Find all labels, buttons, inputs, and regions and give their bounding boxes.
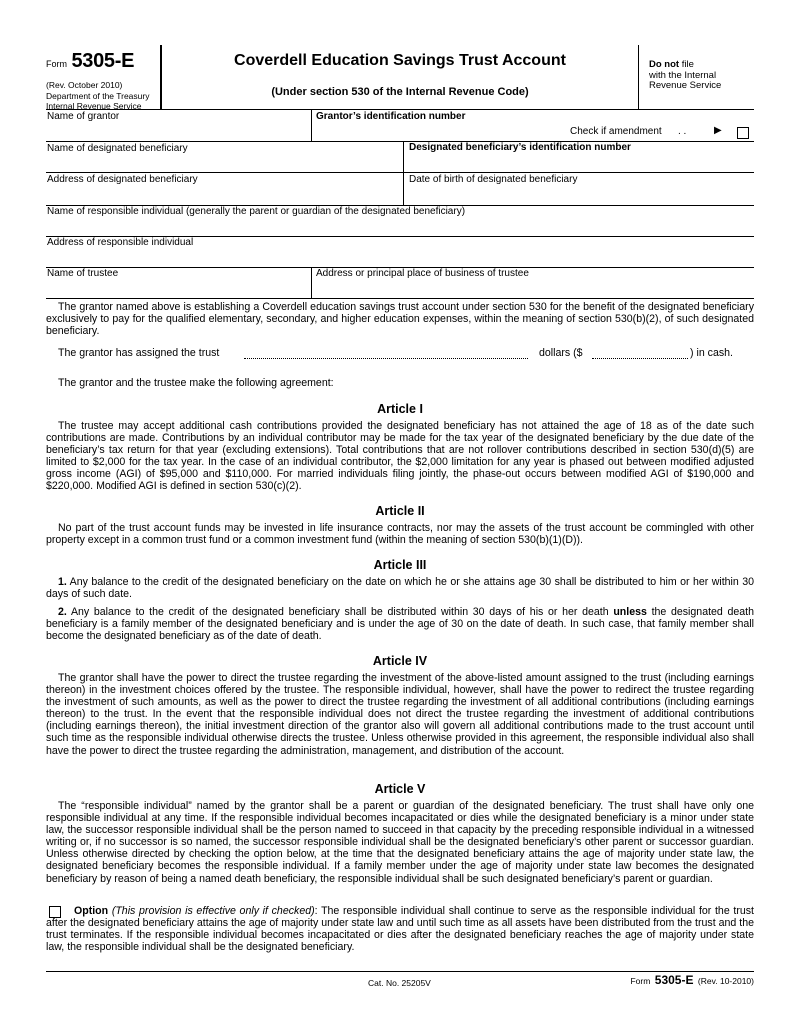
grantor-field-divider — [311, 109, 312, 141]
assigned-amount-dollars-field[interactable] — [592, 358, 688, 359]
option-text: : The responsible individual shall continue to serve as the responsible individual for the trust after the designated beneficiary attains the age of majority under state law and until such time as all assets have been distributed from the trust and the trust terminates. If the responsible individual becomes incapacitated or dies after the designated beneficiary reaches the age of majority under state law, the responsible individual shall be the designated beneficiary. — [46, 905, 754, 954]
beneficiary-name-label: Name of designated beneficiary — [47, 143, 188, 154]
assigned-trust-label: The grantor has assigned the trust — [58, 347, 220, 359]
do-not-rest: file — [679, 59, 694, 70]
article-3-paragraph-1 — [46, 576, 754, 600]
fields-bottom-rule — [46, 298, 754, 299]
responsible-name-label: Name of responsible individual (generally the parent or guardian of the designated beneficiary) — [47, 206, 466, 217]
catalog-number: Cat. No. 25205V — [368, 978, 431, 988]
article-4-title: Article IV — [372, 654, 428, 668]
beneficiary-id-label: Designated beneficiary’s identification number — [409, 142, 631, 153]
article-3-p1-text: Any balance to the credit of the designated beneficiary on the date on which he or she attains age 30 shall be distributed to him or her within 30 days of such date. — [46, 576, 754, 601]
amendment-checkbox[interactable] — [737, 127, 749, 139]
do-not-bold: Do not — [649, 59, 680, 70]
dollars-label: dollars ($ — [539, 347, 583, 359]
article-1-title: Article I — [377, 402, 423, 416]
grantor-name-label: Name of grantor — [47, 111, 120, 122]
option-condition: (This provision is effective only if checked) — [111, 905, 315, 917]
form-id-block — [46, 48, 161, 111]
article-3-p2-text-b: the designated death beneficiary is a family member of the designated beneficiary and is under the age of 30 on the date of death. In such case, that family member shall become the designated beneficiary as of the date of death. — [46, 606, 755, 643]
header-divider-right — [638, 45, 639, 109]
agency: Internal Revenue Service — [46, 101, 142, 111]
article-4-text: The grantor shall have the power to direct the trustee regarding the investment of the above-listed amount assigned to the trust (including earnings thereon) in the investment choices offered by the trustee. The responsible individual, however, shall have the power to redirect the trustee regarding the investment of such amounts, as well as the power to direct the trustee regarding the investment of all additional contributions (including earnings thereon) to the trust. In the event that the responsible individual does not direct the trustee regarding the investment of additional contributions (including earnings thereon), the initial investment direction of the grantor also will govern all additional contributions made to the trust account until such time as the responsible individual otherwise directs the trustee. Unless otherwise provided in this agreement, the responsible individual also shall have the power to direct the trustee regarding the administration, management, and distribution of the account. — [46, 672, 754, 757]
article-2-text: No part of the trust account funds may be invested in life insurance contracts, nor may the assets of the trust account be commingled with other property except in a common trust fund or a common investment fund (within the meaning of section 530(b)(1)(D)). — [46, 522, 754, 547]
form-subtitle: (Under section 530 of the Internal Revenue Code) — [271, 86, 529, 98]
trustee-field-divider — [311, 267, 312, 298]
option-label: Option — [74, 905, 109, 917]
article-5-title: Article V — [374, 782, 426, 796]
beneficiary-address-label: Address of designated beneficiary — [47, 174, 198, 185]
beneficiary-field-divider — [403, 141, 404, 205]
article-1-text: The trustee may accept additional cash contributions provided the designated beneficiary has not attained the age of 18 as of the date such contributions are made. Contributions by an individual contributor may be made for the tax year of the designated beneficiary by the due date of the beneficiary’s tax return for that year (excluding extensions). Total contributions that are not rollover contributions described in section 530(d)(5) are limited to $2,000 for the tax year. In the case of an individual contributor, the $2,000 limitation for any year is phased out between modified adjusted gross income (AGI) of $95,000 and $110,000. For married individuals filing jointly, the phase-out occurs between modified AGI of $190,000 and $220,000. Modified AGI is defined in section 530(c)(2). — [46, 420, 754, 493]
do-not-line3: Revenue Service — [649, 80, 722, 91]
row2-rule — [46, 172, 754, 173]
form-title: Coverdell Education Savings Trust Account — [234, 52, 566, 69]
form-number: 5305-E — [71, 50, 135, 72]
arrow-icon: ▶ — [714, 125, 722, 136]
agreement-statement: The grantor and the trustee make the following agreement: — [58, 377, 334, 389]
article-3-p2-text-a: Any balance to the credit of the designated beneficiary shall be distributed within 30 days of his or her death — [66, 606, 614, 618]
article-2-title: Article II — [375, 504, 425, 518]
article-5-text: The “responsible individual” named by the grantor shall be a parent or guardian of the designated beneficiary. The trust shall have only one responsible individual at any time. If the responsible individual becomes incapacitated or dies while the designated beneficiary is a minor under state law, the successor responsible individual shall be the person named to succeed in that capacity by the preceding responsible individual in a witnessed writing or, if no successor is so named, the successor responsible individual shall be the designated beneficiary’s other parent or successor guardian. Unless otherwise directed by checking the option below, at the time that the designated beneficiary attains the age of majority under state law, the designated beneficiary becomes the responsible individual. If a family member under the age of majority under state law becomes the designated beneficiary by reason of being a named death beneficiary, the responsible individual shall be such designated beneficiary’s parent or guardian. — [46, 800, 754, 885]
header-bottom-rule — [46, 109, 754, 110]
article-3-paragraph-2 — [46, 606, 754, 642]
footer-revision: (Rev. 10-2010) — [697, 976, 754, 986]
revision-date: (Rev. October 2010) — [46, 80, 123, 90]
footer-form-word: Form — [630, 976, 651, 986]
form-word: Form — [46, 59, 67, 69]
footer-form-number: 5305-E — [654, 973, 694, 987]
responsible-address-label: Address of responsible individual — [47, 237, 194, 248]
row1-rule — [46, 141, 754, 142]
department: Department of the Treasury — [46, 91, 150, 101]
check-amendment-dots: . . — [678, 126, 687, 137]
beneficiary-dob-label: Date of birth of designated beneficiary — [409, 174, 578, 185]
trustee-address-label: Address or principal place of business of trustee — [316, 268, 529, 279]
do-not-file-notice — [649, 60, 721, 92]
option-paragraph — [46, 905, 754, 953]
article-3-p2-unless: unless — [613, 606, 647, 618]
footer-form-id — [630, 972, 754, 989]
grantor-id-label: Grantor’s identification number — [316, 111, 466, 122]
article-3-title: Article III — [373, 558, 427, 572]
in-cash-label: ) in cash. — [690, 347, 733, 359]
check-amendment-label: Check if amendment — [570, 126, 662, 137]
trustee-name-label: Name of trustee — [47, 268, 119, 279]
intro-paragraph: The grantor named above is establishing a Coverdell education savings trust account under section 530 for the benefit of the designated beneficiary exclusively to pay for the qualified elementary, secondary, and higher education expenses, within the meaning of section 530(b)(2), of such designated beneficiary. — [46, 301, 754, 338]
article-3-p2-number: 2. — [58, 606, 67, 618]
do-not-line2: with the Internal — [649, 69, 717, 81]
article-3-p1-number: 1. — [58, 576, 67, 588]
assigned-amount-words-field[interactable] — [244, 358, 528, 359]
